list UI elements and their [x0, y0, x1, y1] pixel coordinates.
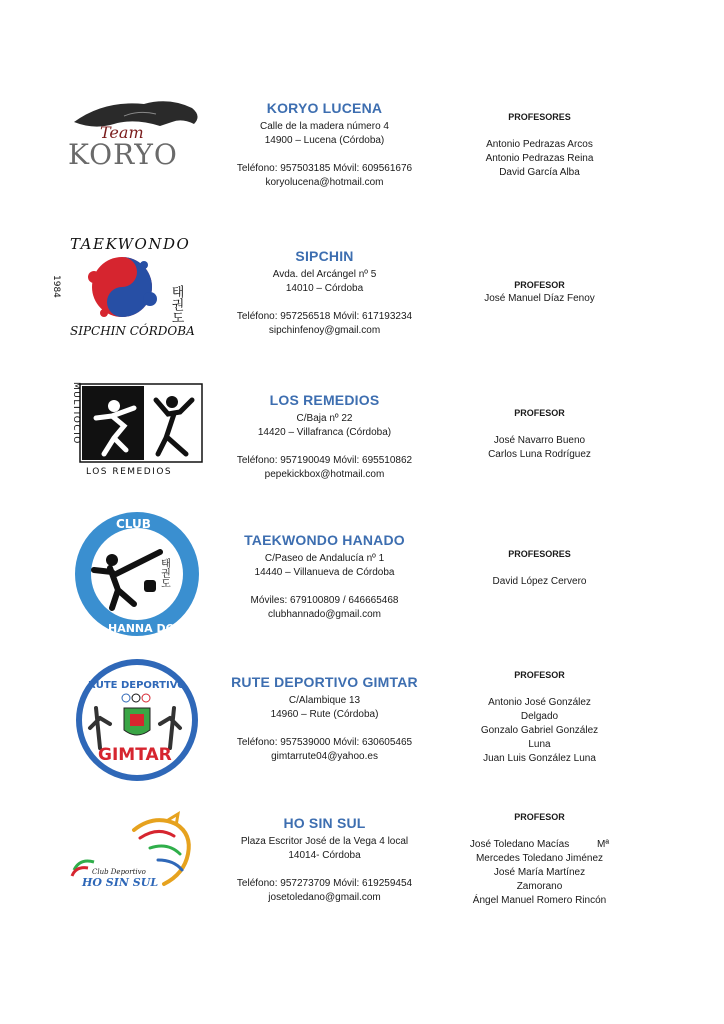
email-line: josetoledano@gmail.com: [268, 892, 381, 903]
logo-remedios-text: LOS REMEDIOS: [86, 467, 173, 477]
staff-title: PROFESOR: [514, 408, 565, 418]
staff-name: Gonzalo Gabriel González: [480, 725, 599, 736]
city-line: 14440 – Villanueva de Córdoba: [254, 567, 395, 578]
logo-gimtar-text: GIMTAR: [98, 745, 172, 765]
logo-korean-text: 태권도: [168, 285, 184, 324]
city-line: 14960 – Rute (Córdoba): [270, 709, 379, 720]
club-name: SIPCHIN: [295, 248, 354, 264]
club-name: LOS REMEDIOS: [269, 392, 380, 408]
email-line: pepekickbox@hotmail.com: [264, 469, 385, 480]
staff-name: Ángel Manuel Romero Rincón: [472, 895, 607, 906]
logo-multiocio-text: MULTIOCIO: [71, 382, 81, 445]
los-remedios-logo: [64, 378, 210, 478]
address-line: Avda. del Arcángel nº 5: [272, 269, 377, 280]
address-line: Calle de la madera número 4: [260, 121, 389, 132]
club-name: TAEKWONDO HANADO: [244, 532, 405, 548]
email-line: koryolucena@hotmail.com: [265, 177, 384, 188]
logo-hannado-text: HANNA DO: [108, 622, 175, 635]
phone-line: Móviles: 679100809 / 646665468: [250, 595, 399, 606]
email-line: gimtarrute04@yahoo.es: [271, 751, 378, 762]
staff-name: David García Alba: [499, 167, 580, 178]
logo-koryo-text: KORYO: [68, 138, 178, 171]
staff-name: David López Cervero: [492, 576, 587, 587]
hanado-logo: [64, 508, 210, 640]
city-line: 14010 – Córdoba: [285, 283, 364, 294]
city-line: 14900 – Lucena (Córdoba): [264, 135, 385, 146]
staff-name: José Manuel Díaz Fenoy: [484, 293, 595, 304]
logo-year-text: 1984: [51, 275, 61, 298]
city-line: 14420 – Villafranca (Córdoba): [257, 427, 392, 438]
koryo-logo: [64, 92, 210, 172]
staff-name: Antonio José González: [488, 697, 591, 708]
address-line: C/Alambique 13: [288, 695, 361, 706]
staff-name: Antonio Pedrazas Reina: [485, 153, 594, 164]
gimtar-logo: [64, 658, 210, 782]
staff-name: Carlos Luna Rodríguez: [488, 449, 591, 460]
staff-name: Luna: [528, 739, 551, 750]
address-line: Plaza Escritor José de la Vega 4 local: [240, 836, 409, 847]
sipchin-logo: [51, 225, 210, 343]
city-line: 14014- Córdoba: [288, 850, 361, 861]
logo-club-deportivo-text: Club Deportivo: [92, 868, 146, 876]
staff-name: Antonio Pedrazas Arcos: [486, 139, 593, 150]
phone-line: Teléfono: 957190049 Móvil: 695510862: [236, 455, 413, 466]
staff-title: PROFESORES: [508, 112, 571, 122]
phone-line: Teléfono: 957539000 Móvil: 630605465: [236, 737, 413, 748]
logo-korean-text: 태권도: [158, 558, 170, 588]
staff-name: Mercedes Toledano Jiménez: [475, 853, 604, 864]
logo-taekwondo-text: TAEKWONDO: [70, 235, 191, 253]
staff-title: PROFESORES: [508, 549, 571, 559]
staff-name: Zamorano: [516, 881, 563, 892]
logo-club-text: CLUB: [116, 517, 151, 531]
club-name: RUTE DEPORTIVO GIMTAR: [231, 674, 418, 690]
address-line: C/Paseo de Andalucía nº 1: [264, 553, 385, 564]
logo-team-text: Team: [100, 123, 144, 142]
staff-title: PROFESOR: [514, 280, 565, 290]
staff-name: Juan Luis González Luna: [483, 753, 596, 764]
staff-name: José María Martínez: [493, 867, 586, 878]
address-line: C/Baja nº 22: [296, 413, 353, 424]
club-name: KORYO LUCENA: [266, 100, 383, 116]
logo-hosinsul-text: HO SIN SUL: [82, 876, 159, 889]
phone-line: Teléfono: 957273709 Móvil: 619259454: [236, 878, 413, 889]
club-name: HO SIN SUL: [283, 815, 366, 831]
phone-line: Teléfono: 957503185 Móvil: 609561676: [236, 163, 413, 174]
phone-line: Teléfono: 957256518 Móvil: 617193234: [236, 311, 413, 322]
email-line: sipchinfenoy@gmail.com: [268, 325, 381, 336]
staff-title: PROFESOR: [514, 812, 565, 822]
ho-sin-sul-logo: [64, 810, 210, 910]
logo-rute-text: RUTE DEPORTIVO: [88, 680, 186, 691]
staff-name: José Toledano Macías Mª: [469, 839, 610, 850]
staff-title: PROFESOR: [514, 670, 565, 680]
email-line: clubhannado@gmail.com: [268, 609, 381, 620]
staff-name: José Navarro Bueno: [493, 435, 586, 446]
staff-name: Delgado: [520, 711, 559, 722]
logo-sipchin-text: SIPCHIN CÓRDOBA: [70, 324, 195, 338]
